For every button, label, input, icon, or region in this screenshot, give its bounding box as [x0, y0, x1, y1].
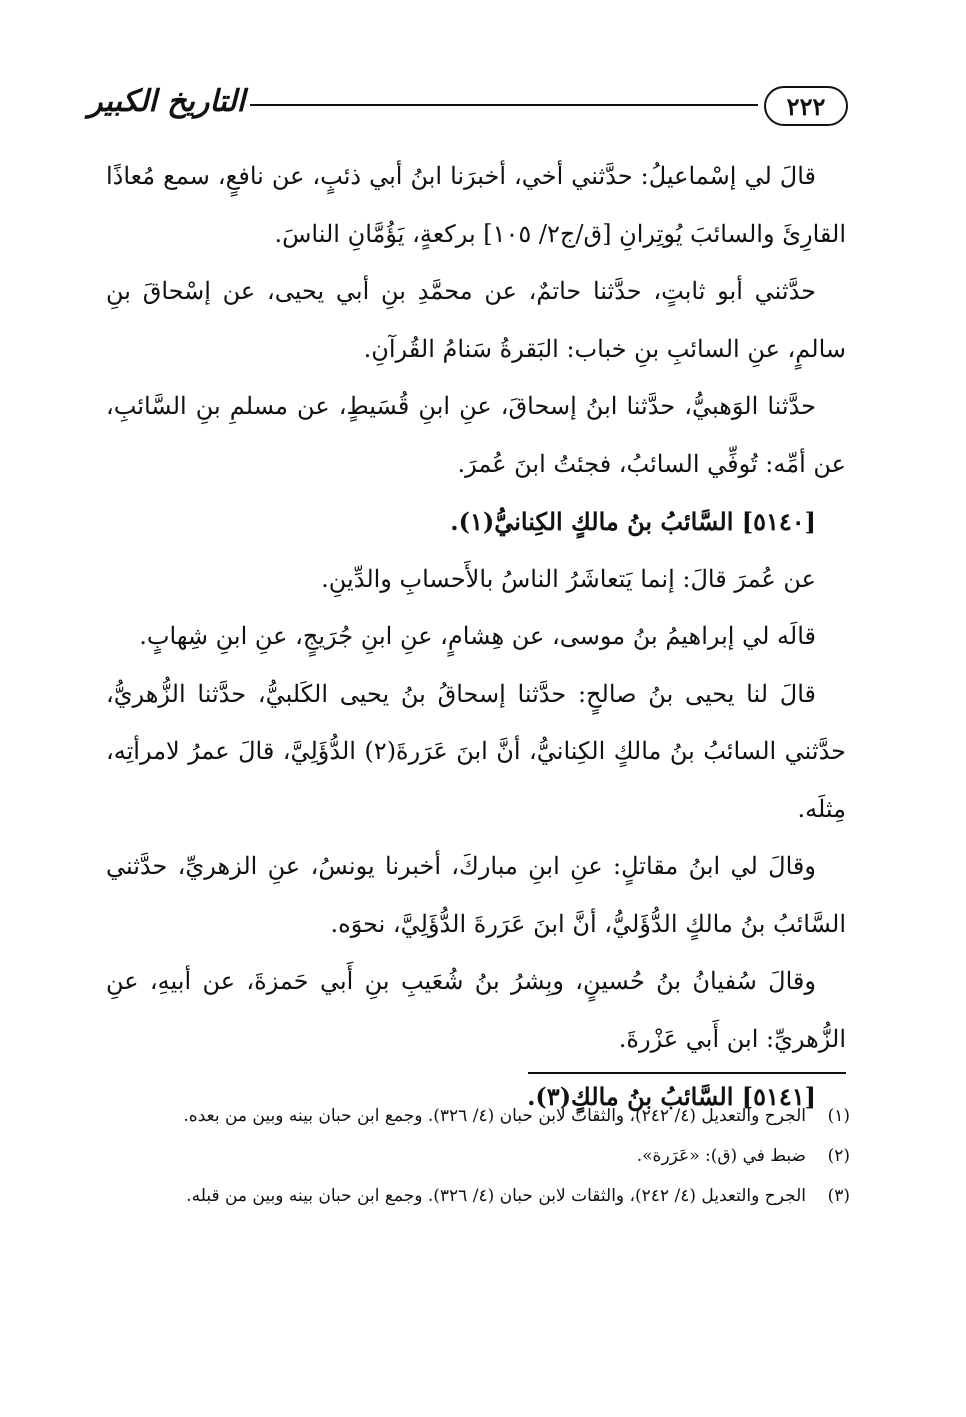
paragraph: قالَ لي إسْماعيلُ: حدَّثني أخي، أخبرَنا ابنُ أبي ذئبٍ، عن نافعٍ، سمع مُعاذًا القارِئَ والسائبَ يُوتِرانِ [ق/ج٢/ ١٠٥] بركعةٍ، يَؤُمَّانِ الناسَ. — [106, 162, 846, 248]
footnote — [106, 1136, 850, 1176]
footnote-text: الجرح والتعديل (٤/ ٢٤٢)، والثقات لابن حبان (٤/ ٣٢٦). وجمع ابن حبان بينه وبين من قبله. — [186, 1186, 806, 1206]
paragraph: حدَّثنا الوَهبيُّ، حدَّثنا ابنُ إسحاقَ، عنِ ابنِ قُسَيطٍ، عن مسلمِ بنِ السَّائبِ، عن أمِّه: تُوفِّي السائبُ، فجئتُ ابنَ عُمرَ. — [106, 392, 846, 478]
footnotes — [106, 1096, 850, 1216]
paragraph: حدَّثني أبو ثابتٍ، حدَّثنا حاتمٌ، عن محمَّدِ بنِ أبي يحيى، عن إسْحاقَ بنِ سالمٍ، عنِ السائبِ بنِ خباب: البَقرةُ سَنامُ القُرآنِ. — [106, 277, 846, 363]
page-header — [87, 82, 848, 132]
footnote-separator — [528, 1072, 846, 1074]
footnote-number: (٣) — [827, 1186, 850, 1206]
paragraph: قالَ لنا يحيى بنُ صالحٍ: حدَّثنا إسحاقُ بنُ يحيى الكَلبيُّ، حدَّثنا الزُّهريُّ، حدَّثني السائبُ بنُ مالكٍ الكِنانيُّ، أنَّ ابنَ عَرَرةَ(٢) الدُّؤَلِيَّ، قالَ عمرُ لامرأتِه، مِثلَه. — [106, 679, 847, 823]
footnote-number: (١) — [827, 1106, 850, 1126]
footnote — [106, 1096, 850, 1136]
footnote-number: (٢) — [827, 1146, 850, 1166]
footnote-text: ضبط في (ق): «عَرَرة». — [636, 1146, 806, 1166]
main-text — [106, 148, 846, 1126]
entry-heading: [٥١٤٠] السَّائبُ بنُ مالكٍ الكِنانيُّ(١). — [450, 507, 816, 536]
paragraph: قالَه لي إبراهيمُ بنُ موسى، عن هِشامٍ، عنِ ابنِ جُرَيجٍ، عنِ ابنِ شِهابٍ. — [139, 622, 816, 650]
footnote-text: الجرح والتعديل (٤/ ٢٤٢)، والثقات لابن حبان (٤/ ٣٢٦). وجمع ابن حبان بينه وبين من بعده. — [183, 1106, 806, 1126]
header-rule — [250, 104, 758, 106]
paragraph: وقالَ لي ابنُ مقاتلٍ: عنِ ابنِ مباركَ، أخبرنا يونسُ، عنِ الزهريِّ، حدَّثني السَّائبُ بنُ مالكٍ الدُّؤَليُّ، أنَّ ابنَ عَرَرةَ الدُّؤَلِيَّ، نحوَه. — [106, 852, 846, 938]
footnote — [106, 1176, 850, 1216]
page-number: ٢٢٢ — [764, 86, 848, 126]
paragraph: وقالَ سُفيانُ بنُ حُسينٍ، وبِشرُ بنُ شُعَيبِ بنِ أَبي حَمزةَ، عن أبيهِ، عنِ الزُّهريِّ: ابن أَبي عَزْرةَ. — [106, 967, 846, 1053]
paragraph: عن عُمرَ قالَ: إنما يَتعاشَرُ الناسُ بالأَحسابِ والدِّينِ. — [321, 564, 816, 593]
entry-heading: [٥١٤١] السَّائبُ بنُ مالكٍ(٣). — [527, 1082, 816, 1111]
book-title: التاريخ الكبير — [87, 84, 245, 119]
